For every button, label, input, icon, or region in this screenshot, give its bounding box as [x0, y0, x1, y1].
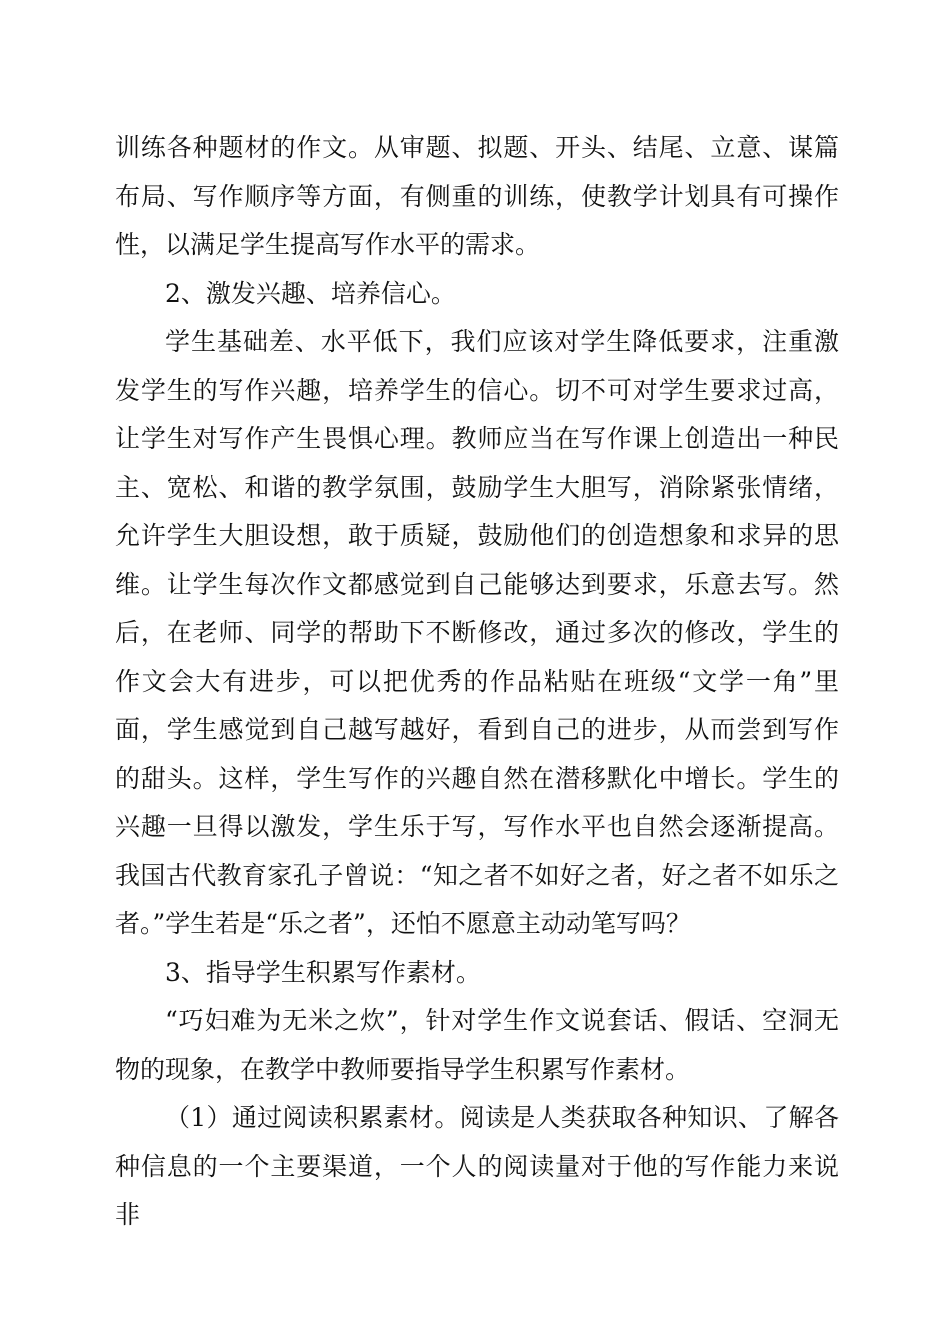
- paragraph-continuation: 训练各种题材的作文。从审题、拟题、开头、结尾、立意、谋篇布局、写作顺序等方面，有侧重的训练，使教学计划具有可操作性，以满足学生提高写作水平的需求。: [115, 133, 839, 259]
- paragraph-reading: （1）通过阅读积累素材。阅读是人类获取各种知识、了解各种信息的一个主要渠道，一个人的阅读量对于他的写作能力来说非: [115, 1103, 839, 1229]
- paragraph-materials: “巧妇难为无米之炊”，针对学生作文说套话、假话、空洞无物的现象，在教学中教师要指导学生积累写作素材。: [115, 1006, 839, 1084]
- section-heading-2: 2、激发兴趣、培养信心。: [165, 278, 456, 308]
- paragraph-interest: 学生基础差、水平低下，我们应该对学生降低要求，注重激发学生的写作兴趣，培养学生的信心。切不可对学生要求过高，让学生对写作产生畏惧心理。教师应当在写作课上创造出一种民主、宽松、和谐的教学氛围，鼓励学生大胆写，消除紧张情绪，允许学生大胆设想，敢于质疑，鼓励他们的创造想象和求异的思维。让学生每次作文都感觉到自己能够达到要求，乐意去写。然后，在老师、同学的帮助下不断修改，通过多次的修改，学生的作文会大有进步，可以把优秀的作品粘贴在班级“文学一角”里面，学生感觉到自己越写越好，看到自己的进步，从而尝到写作的甜头。这样，学生写作的兴趣自然在潜移默化中增长。学生的兴趣一旦得以激发，学生乐于写，写作水平也自然会逐渐提高。我国古代教育家孔子曾说：“知之者不如好之者，好之者不如乐之者。”学生若是“乐之者”，还怕不愿意主动动笔写吗？: [115, 327, 839, 938]
- document-body: [115, 124, 839, 1240]
- section-heading-3: 3、指导学生积累写作素材。: [165, 957, 481, 987]
